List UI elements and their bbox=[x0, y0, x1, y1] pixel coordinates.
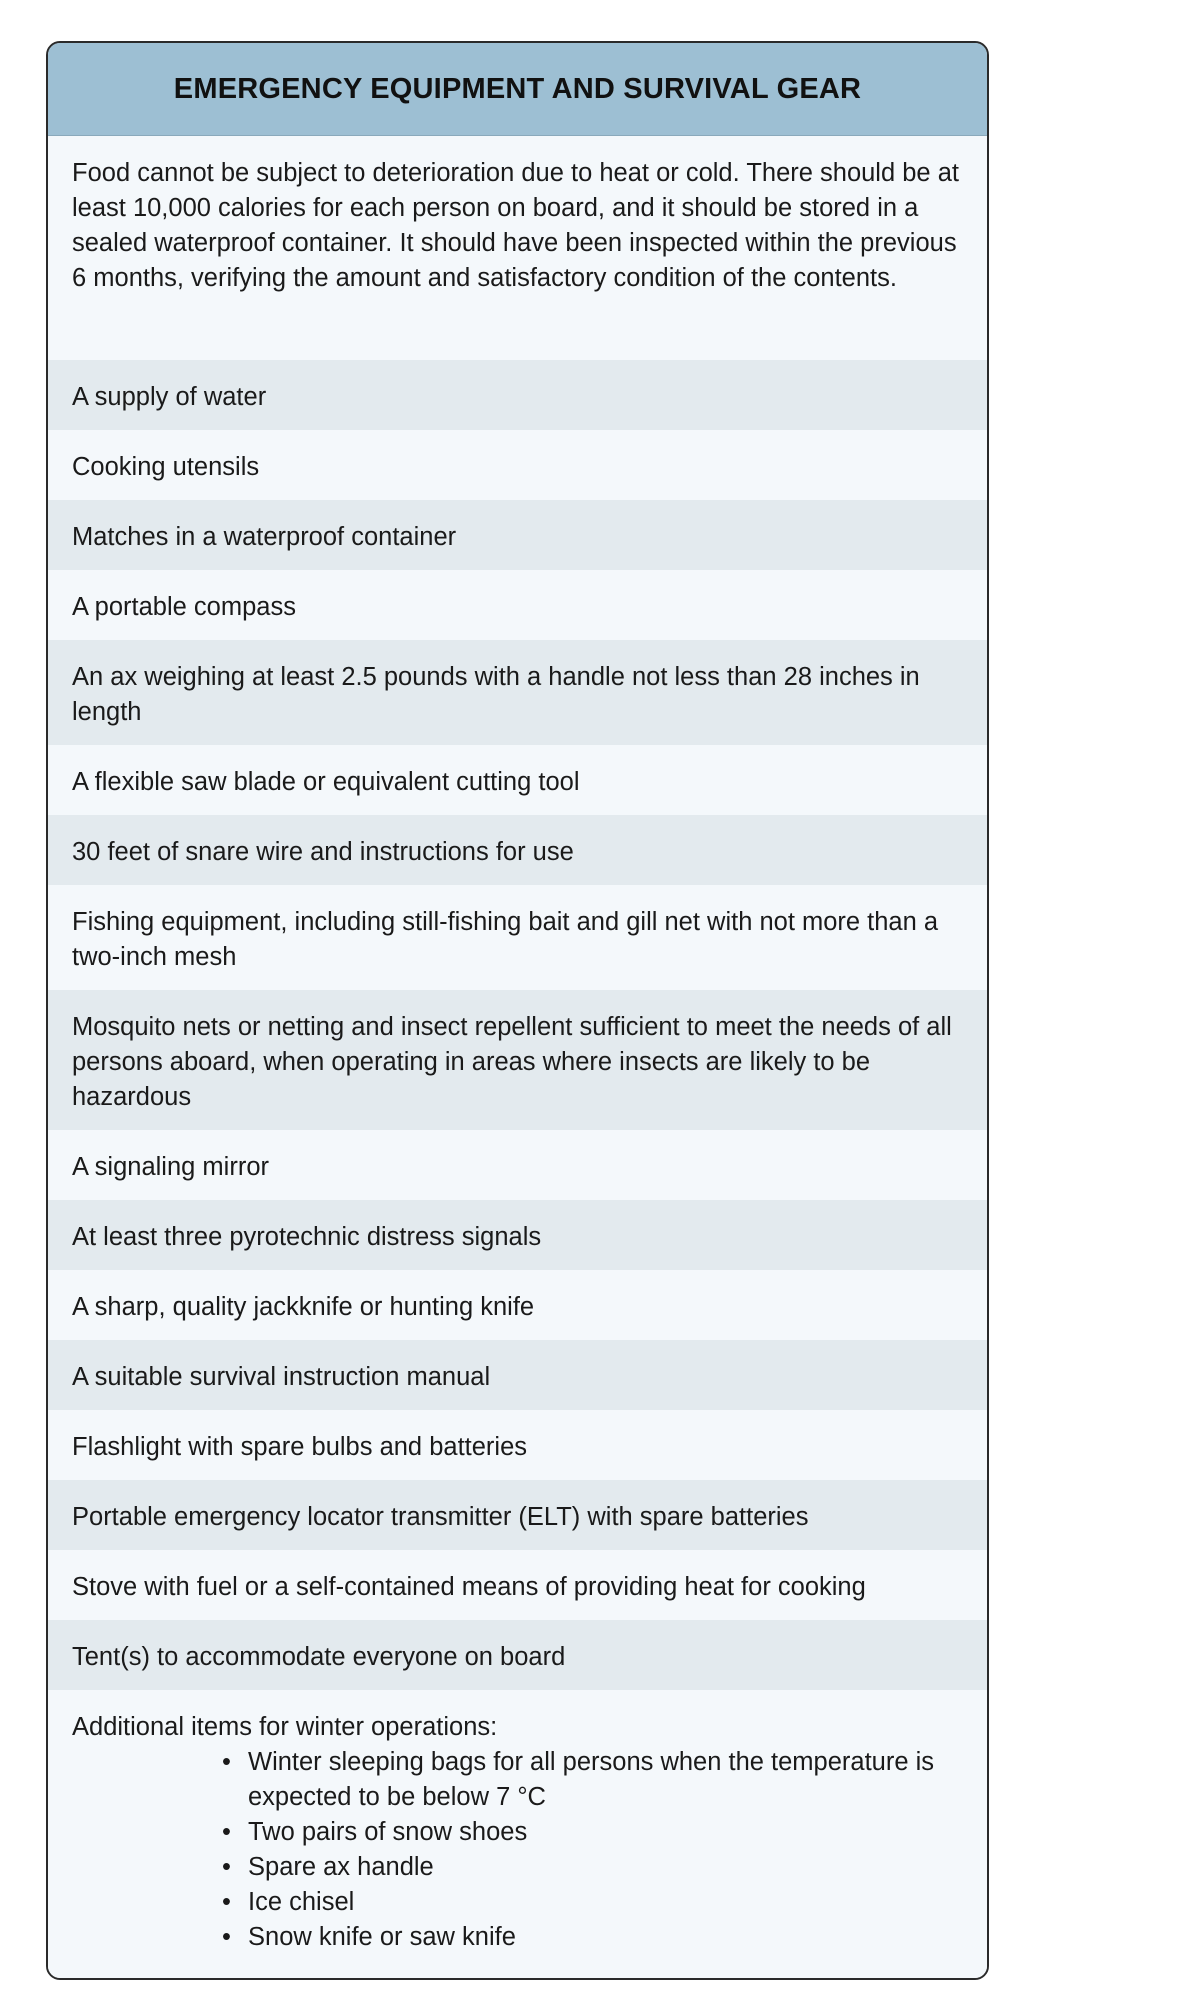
list-item-water: A supply of water bbox=[48, 360, 987, 430]
list-item-ax: An ax weighing at least 2.5 pounds with a handle not less than 28 inches in length bbox=[48, 640, 987, 745]
winter-intro: Additional items for winter operations: bbox=[72, 1713, 498, 1741]
list-item-matches: Matches in a waterproof container bbox=[48, 500, 987, 570]
list-item-stove: Stove with fuel or a self-contained means of providing heat for cooking bbox=[48, 1550, 987, 1620]
list-item-signaling-mirror: A signaling mirror bbox=[48, 1130, 987, 1200]
list-item-tents: Tent(s) to accommodate everyone on board bbox=[48, 1620, 987, 1690]
list-item-survival-manual: A suitable survival instruction manual bbox=[48, 1340, 987, 1410]
winter-item-label: Spare ax handle bbox=[248, 1853, 434, 1881]
list-item-knife: A sharp, quality jackknife or hunting knife bbox=[48, 1270, 987, 1340]
winter-item-spare-ax-handle bbox=[222, 1850, 967, 1885]
bullet-icon: • bbox=[222, 1853, 231, 1881]
winter-items-list bbox=[72, 1745, 967, 1955]
winter-item-sleeping-bags bbox=[222, 1745, 967, 1815]
bullet-icon: • bbox=[222, 1888, 231, 1916]
equipment-card bbox=[46, 41, 989, 1980]
card-title: EMERGENCY EQUIPMENT AND SURVIVAL GEAR bbox=[173, 72, 862, 105]
list-item-flashlight: Flashlight with spare bulbs and batteries bbox=[48, 1410, 987, 1480]
list-item-saw-blade: A flexible saw blade or equivalent cutting tool bbox=[48, 745, 987, 815]
list-item-food: Food cannot be subject to deterioration due to heat or cold. There should be at least 10,000 calories for each person on board, and it should be stored in a sealed waterproof container. It should have been inspected within the previous 6 months, verifying the amount and satisfactory condition of the contents. bbox=[48, 136, 987, 360]
equipment-list bbox=[48, 136, 987, 1980]
winter-item-label: Snow knife or saw knife bbox=[248, 1923, 516, 1951]
list-item-fishing-equipment: Fishing equipment, including still-fishing bait and gill net with not more than a two-inch mesh bbox=[48, 885, 987, 990]
list-item-cooking-utensils: Cooking utensils bbox=[48, 430, 987, 500]
card-header bbox=[48, 43, 987, 136]
winter-item-snow-knife bbox=[222, 1920, 967, 1955]
list-item-distress-signals: At least three pyrotechnic distress signals bbox=[48, 1200, 987, 1270]
winter-item-ice-chisel bbox=[222, 1885, 967, 1920]
bullet-icon: • bbox=[222, 1923, 231, 1951]
list-item-snare-wire: 30 feet of snare wire and instructions for use bbox=[48, 815, 987, 885]
list-item-elt: Portable emergency locator transmitter (ELT) with spare batteries bbox=[48, 1480, 987, 1550]
list-item-mosquito-nets: Mosquito nets or netting and insect repellent sufficient to meet the needs of all persons aboard, when operating in areas where insects are likely to be hazardous bbox=[48, 990, 987, 1130]
list-item-compass: A portable compass bbox=[48, 570, 987, 640]
winter-item-label: Winter sleeping bags for all persons when the temperature is expected to be below 7 °C bbox=[248, 1748, 935, 1811]
winter-item-label: Ice chisel bbox=[248, 1888, 355, 1916]
list-item-winter-operations bbox=[48, 1690, 987, 1980]
winter-item-label: Two pairs of snow shoes bbox=[248, 1818, 528, 1846]
winter-item-snow-shoes bbox=[222, 1815, 967, 1850]
bullet-icon: • bbox=[222, 1748, 231, 1776]
bullet-icon: • bbox=[222, 1818, 231, 1846]
